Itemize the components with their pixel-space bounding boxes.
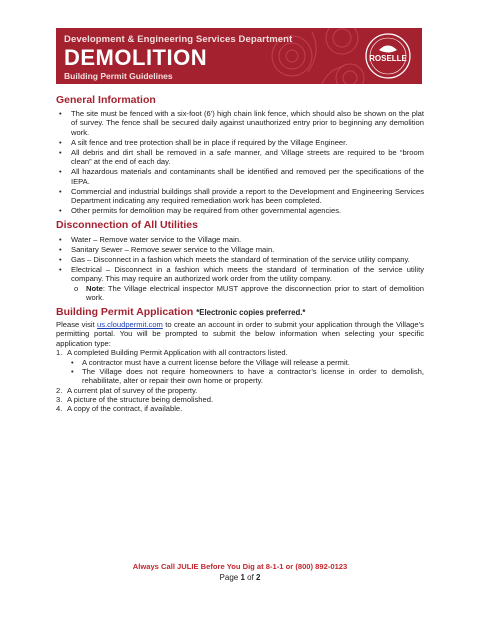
- list-item-electrical: [56, 265, 424, 302]
- page-number: [0, 573, 480, 582]
- list-item: • All hazardous materials and contaminants shall be identified and removed per the specifications of the IEPA.: [56, 167, 424, 185]
- list-item: • All debris and dirt shall be removed in a safe manner, and Village streets are required to be “broom clean” at the end of each day.: [56, 148, 424, 166]
- list-item: • Sanitary Sewer – Remove sewer service to the Village main.: [56, 245, 424, 254]
- utilities-list: [56, 235, 424, 302]
- item-text: A picture of the structure being demolished.: [67, 394, 214, 404]
- permit-heading: [56, 308, 424, 317]
- page-word: Page: [219, 573, 241, 582]
- document-body: [56, 96, 424, 413]
- note-marker: o: [74, 283, 79, 293]
- list-item: • Other permits for demolition may be required from other governmental agencies.: [56, 206, 424, 215]
- item-number: 4.: [56, 404, 63, 414]
- permit-intro: [56, 320, 424, 348]
- permit-heading-text: Building Permit Application: [56, 306, 194, 319]
- list-item: • The site must be fenced with a six-foot (6') high chain link fence, which should also be shown on the plat of survey. The fence shall be secured daily against unauthorized entry prior to beginning any demolition work.: [56, 109, 424, 137]
- note-text: : The Village electrical inspector MUST approve the disconnection prior to start of demolition work.: [86, 283, 424, 302]
- cloudpermit-link[interactable]: us.cloudpermit.com: [97, 320, 163, 330]
- general-info-list: [56, 109, 424, 215]
- julie-call-notice: Always Call JULIE Before You Dig at 8-1-1 or (800) 892-0123: [132, 562, 348, 571]
- intro-before: Please visit: [56, 320, 98, 330]
- item-text: A current plat of survey of the property.: [67, 385, 198, 395]
- contractor-notes: [67, 358, 424, 386]
- electrical-note-list: [71, 284, 424, 302]
- department-name: Development & Engineering Services Department: [64, 34, 293, 45]
- list-item: • A silt fence and tree protection shall be in place if required by the Village Engineer.: [56, 138, 424, 147]
- list-item: • Water – Remove water service to the Village main.: [56, 235, 424, 244]
- item-text: A copy of the contract, if available.: [67, 404, 183, 414]
- general-info-heading: General Information: [56, 94, 156, 106]
- numbered-item: [56, 348, 424, 386]
- page-of: of: [244, 573, 257, 582]
- header-banner: [56, 28, 422, 84]
- page-title: DEMOLITION: [64, 45, 208, 70]
- item-number: 1.: [56, 347, 63, 357]
- roselle-logo: [364, 32, 412, 80]
- list-item: • Gas – Disconnect in a fashion which meets the standard of termination of the service utility company.: [56, 255, 424, 264]
- list-item: • The Village does not require homeowners to have a contractor’s license in order to demolish, rehabilitate, alter or repair their own home or property.: [67, 367, 424, 385]
- permit-heading-note: *Electronic copies preferred.*: [196, 308, 306, 318]
- numbered-item: [56, 395, 424, 404]
- permit-requirements-list: [56, 348, 424, 413]
- utilities-heading: Disconnection of All Utilities: [56, 219, 198, 232]
- list-item: • Commercial and industrial buildings shall provide a report to the Development and Engineering Services Department indicating any required remediation work has been completed.: [56, 187, 424, 205]
- logo-text: ROSELLE: [369, 54, 407, 63]
- note-item: [71, 284, 424, 302]
- intro-after: to create an account in order to submit your application through the Village’s permitting portal. You will be prompted to submit the below information when selecting your specific application type:: [56, 320, 424, 348]
- numbered-item: [56, 386, 424, 395]
- list-item: • A contractor must have a current license before the Village will release a permit.: [67, 358, 424, 367]
- item-text: A completed Building Permit Application with all contractors listed.: [67, 347, 288, 357]
- item-number: 2.: [56, 385, 63, 395]
- page-current: 1: [240, 573, 245, 582]
- note-label: Note: [86, 283, 103, 293]
- page-subtitle: Building Permit Guidelines: [64, 71, 173, 81]
- item-number: 3.: [56, 394, 63, 404]
- electrical-text: Electrical – Disconnect in a fashion which meets the standard of termination of the service utility company. This may require an authorized work order from the utility company.: [71, 265, 424, 284]
- numbered-item: [56, 404, 424, 413]
- page-total: 2: [256, 573, 261, 582]
